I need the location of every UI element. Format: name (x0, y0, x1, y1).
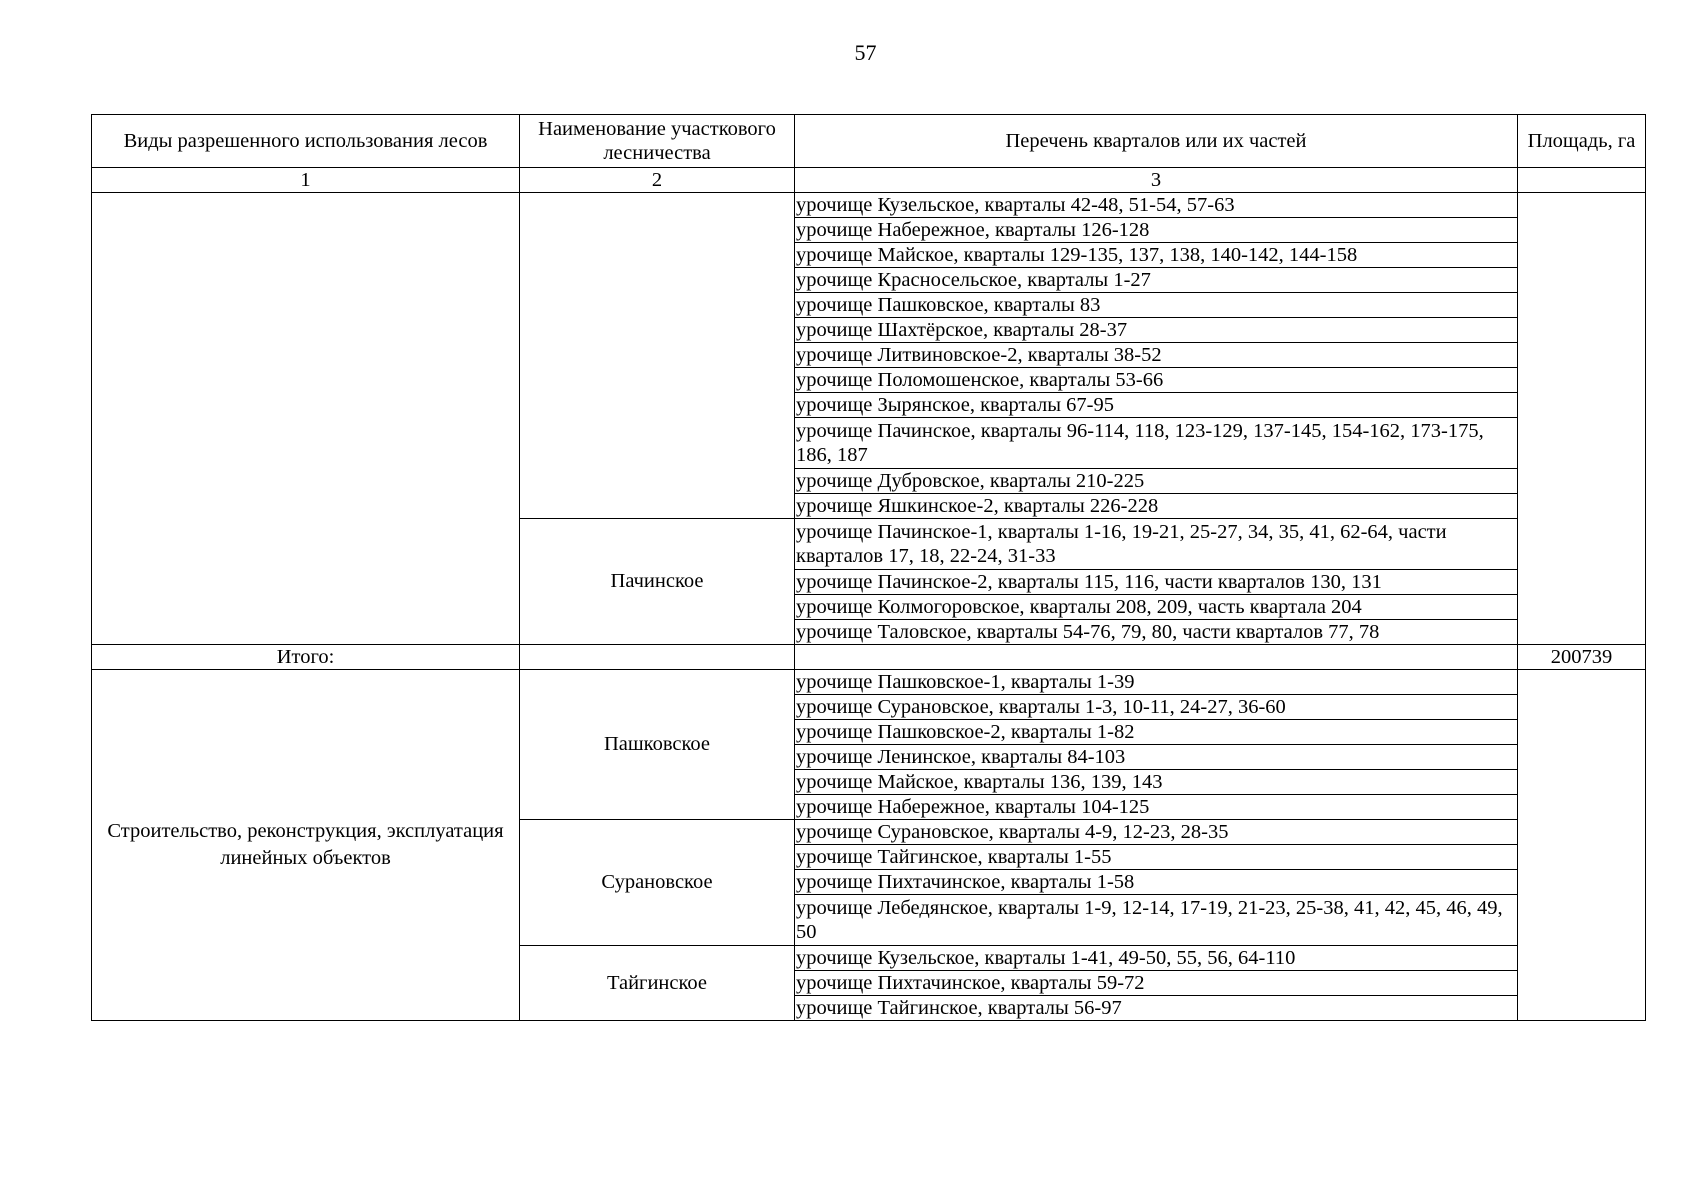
quarter-cell: урочище Яшкинское-2, кварталы 226-228 (795, 494, 1518, 519)
quarter-cell: урочище Колмогоровское, кварталы 208, 209, часть квартала 204 (795, 595, 1518, 620)
quarter-cell: урочище Тайгинское, кварталы 56-97 (795, 996, 1518, 1021)
quarter-cell: урочище Шахтёрское, кварталы 28-37 (795, 318, 1518, 343)
area-cell (1518, 193, 1646, 645)
quarter-cell: урочище Пачинское, кварталы 96-114, 118, 123-129, 137-145, 154-162, 173-175, 186, 187 (795, 418, 1518, 469)
quarter-cell: урочище Литвиновское-2, кварталы 38-52 (795, 343, 1518, 368)
quarter-cell: урочище Поломошенское, кварталы 53-66 (795, 368, 1518, 393)
quarter-cell: урочище Набережное, кварталы 104-125 (795, 795, 1518, 820)
area-cell (1518, 670, 1646, 1021)
forestry-name-cell: Пачинское (520, 519, 795, 645)
header-area: Площадь, га (1518, 115, 1646, 168)
quarter-cell: урочище Дубровское, кварталы 210-225 (795, 469, 1518, 494)
quarter-cell: урочище Набережное, кварталы 126-128 (795, 218, 1518, 243)
header-quarters-list: Перечень кварталов или их частей (795, 115, 1518, 168)
quarter-cell: урочище Пачинское-1, кварталы 1-16, 19-21, 25-27, 34, 35, 41, 62-64, части кварталов 17, 18, 22-24, 31-33 (795, 519, 1518, 570)
quarter-cell: урочище Майское, кварталы 136, 139, 143 (795, 770, 1518, 795)
quarter-cell: урочище Кузельское, кварталы 42-48, 51-54, 57-63 (795, 193, 1518, 218)
column-number (1518, 168, 1646, 193)
quarter-cell: урочище Сурановское, кварталы 4-9, 12-23, 28-35 (795, 820, 1518, 845)
table-row (92, 670, 1646, 695)
column-number: 1 (92, 168, 520, 193)
quarter-cell: урочище Пашковское, кварталы 83 (795, 293, 1518, 318)
quarter-cell: урочище Зырянское, кварталы 67-95 (795, 393, 1518, 418)
header-forestry-name: Наименование участкового лесничества (520, 115, 795, 168)
quarter-cell: урочище Пачинское-2, кварталы 115, 116, части кварталов 130, 131 (795, 570, 1518, 595)
column-number-row (92, 168, 1646, 193)
quarter-cell: урочище Пихтачинское, кварталы 1-58 (795, 870, 1518, 895)
quarter-cell: урочище Красносельское, кварталы 1-27 (795, 268, 1518, 293)
forestry-name-cell (520, 193, 795, 519)
forestry-name-cell: Тайгинское (520, 946, 795, 1021)
quarter-cell: урочище Ленинское, кварталы 84-103 (795, 745, 1518, 770)
quarters-table (91, 114, 1646, 1021)
total-row (92, 645, 1646, 670)
total-area-value: 200739 (1518, 645, 1646, 670)
total-empty-cell (520, 645, 795, 670)
quarter-cell: урочище Таловское, кварталы 54-76, 79, 80, части кварталов 77, 78 (795, 620, 1518, 645)
header-row (92, 115, 1646, 168)
quarter-cell: урочище Тайгинское, кварталы 1-55 (795, 845, 1518, 870)
quarter-cell: урочище Пашковское-1, кварталы 1-39 (795, 670, 1518, 695)
forest-use-type-cell (92, 193, 520, 645)
quarter-cell: урочище Пихтачинское, кварталы 59-72 (795, 971, 1518, 996)
total-label: Итого: (92, 645, 520, 670)
quarter-cell: урочище Майское, кварталы 129-135, 137, 138, 140-142, 144-158 (795, 243, 1518, 268)
quarter-cell: урочище Сурановское, кварталы 1-3, 10-11, 24-27, 36-60 (795, 695, 1518, 720)
column-number: 3 (795, 168, 1518, 193)
forest-use-type-cell: Строительство, реконструкция, эксплуатация линейных объектов (92, 670, 520, 1021)
column-number: 2 (520, 168, 795, 193)
total-empty-cell (795, 645, 1518, 670)
quarter-cell: урочище Пашковское-2, кварталы 1-82 (795, 720, 1518, 745)
forestry-name-cell: Пашковское (520, 670, 795, 820)
page-number: 57 (854, 40, 877, 65)
quarter-cell: урочище Кузельское, кварталы 1-41, 49-50, 55, 56, 64-110 (795, 946, 1518, 971)
header-forest-use-types: Виды разрешенного использования лесов (92, 115, 520, 168)
forestry-name-cell: Сурановское (520, 820, 795, 946)
quarter-cell: урочище Лебедянское, кварталы 1-9, 12-14, 17-19, 21-23, 25-38, 41, 42, 45, 46, 49, 50 (795, 895, 1518, 946)
table-row (92, 193, 1646, 218)
